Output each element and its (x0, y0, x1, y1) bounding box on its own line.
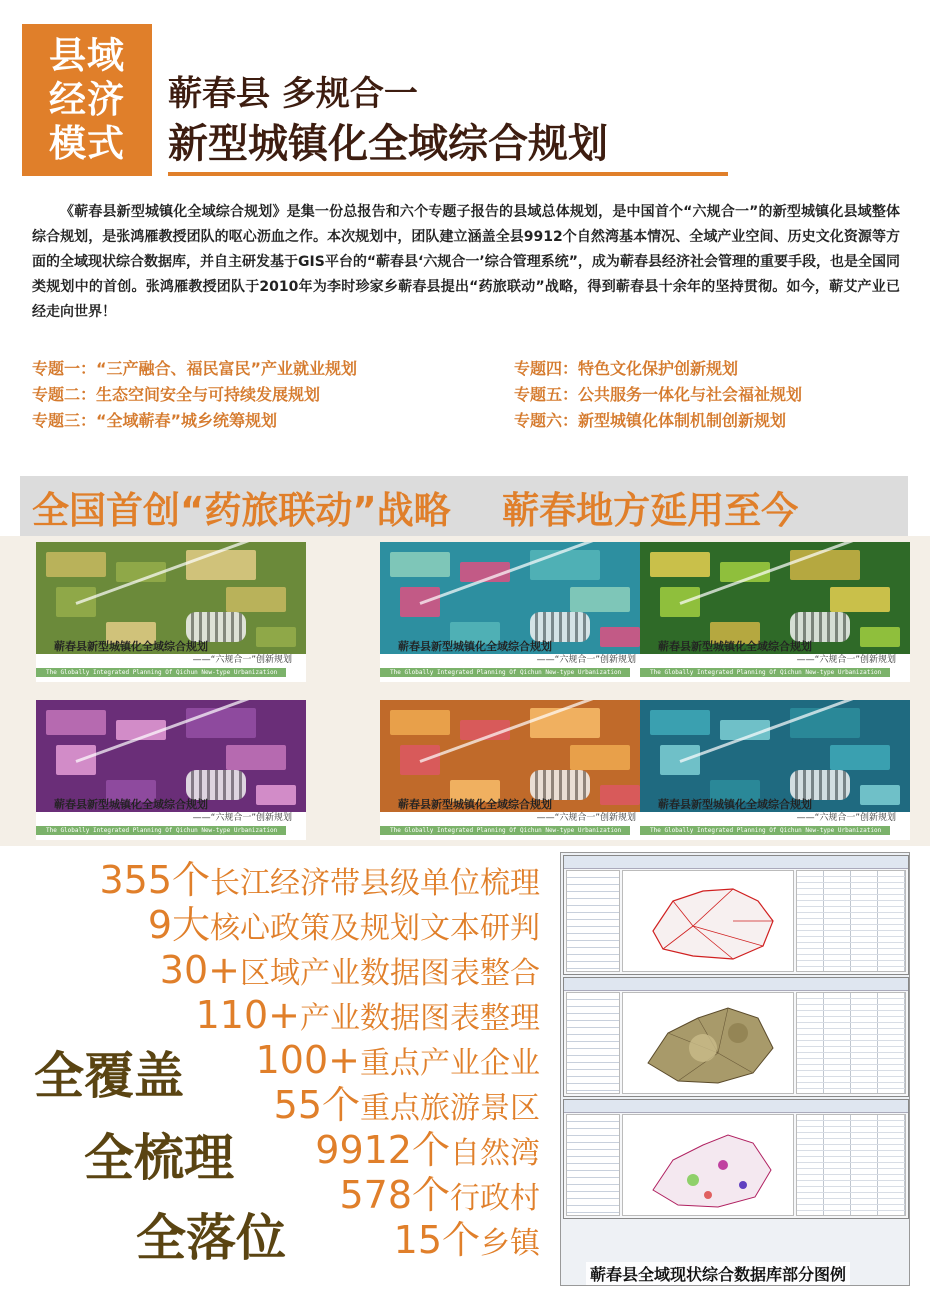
plan-cover-tile (36, 542, 306, 682)
stat-label: 行政村 (450, 1181, 540, 1216)
stat-row (60, 858, 540, 903)
stat-number: 100+ (255, 1038, 360, 1082)
layer-tree (566, 870, 620, 972)
topic-item: 专题一：“三产融合、福民富民”产业就业规划 (32, 359, 358, 378)
topic-item: 专题三：“全域蕲春”城乡统筹规划 (32, 411, 278, 430)
screenshots-caption: 蕲春县全域现状综合数据库部分图例 (586, 1262, 850, 1285)
gis-screenshot (563, 977, 909, 1097)
stat-row (60, 993, 540, 1038)
plan-cover-tile (36, 700, 306, 840)
gis-screenshots (560, 852, 910, 1286)
stat-label: 核心政策及规划文本研判 (210, 911, 540, 946)
slogan-coverage: 全覆盖 (34, 1047, 184, 1105)
stat-label: 自然湾 (450, 1136, 540, 1171)
attribute-table (796, 870, 906, 972)
page-title: 新型城镇化全域综合规划 (168, 121, 608, 167)
tile-caption (640, 798, 910, 840)
stat-number: 9大 (147, 903, 210, 947)
topics-right (514, 356, 802, 434)
tile-caption (36, 798, 306, 840)
stat-row (60, 903, 540, 948)
tile-caption-english: The Globally Integrated Planning Of Qichun New-type Urbanization (36, 668, 286, 677)
tile-caption-title: 蕲春县新型城镇化全域综合规划 (398, 640, 552, 653)
layer-tree (566, 992, 620, 1094)
topic-item: 专题六：新型城镇化体制机制创新规划 (514, 411, 787, 430)
tile-caption-english: The Globally Integrated Planning Of Qichun New-type Urbanization (380, 826, 630, 835)
tile-caption-subtitle: ——“六规合一”创新规划 (536, 655, 636, 665)
stat-label: 区域产业数据图表整合 (240, 956, 540, 991)
tile-caption-title: 蕲春县新型城镇化全域综合规划 (54, 798, 208, 811)
tile-caption-subtitle: ——“六规合一”创新规划 (796, 813, 896, 823)
plan-cover-tile (640, 700, 910, 840)
region-tag (22, 24, 152, 176)
stat-row (60, 948, 540, 993)
tile-caption-title: 蕲春县新型城镇化全域综合规划 (54, 640, 208, 653)
tile-caption (380, 798, 650, 840)
plan-cover-tile (380, 700, 650, 840)
tile-caption-title: 蕲春县新型城镇化全域综合规划 (398, 798, 552, 811)
stat-label: 乡镇 (480, 1226, 540, 1261)
tile-caption-title: 蕲春县新型城镇化全域综合规划 (658, 640, 812, 653)
stat-number: 578个 (339, 1173, 450, 1217)
menu-bar (564, 978, 908, 991)
region-tag-text: 县域经济模式 (49, 34, 125, 165)
gis-screenshot (563, 1099, 909, 1219)
stat-number: 110+ (195, 993, 300, 1037)
plan-cover-tile (640, 542, 910, 682)
tile-caption-english: The Globally Integrated Planning Of Qichun New-type Urbanization (640, 668, 890, 677)
tile-caption-subtitle: ——“六规合一”创新规划 (796, 655, 896, 665)
attribute-table (796, 1114, 906, 1216)
attribute-table (796, 992, 906, 1094)
stat-label: 产业数据图表整理 (300, 1001, 540, 1036)
stat-number: 55个 (273, 1083, 360, 1127)
menu-bar (564, 1100, 908, 1113)
stat-number: 30+ (159, 948, 240, 992)
tile-caption-title: 蕲春县新型城镇化全域综合规划 (658, 798, 812, 811)
stat-row (60, 1218, 540, 1263)
district-map (622, 870, 794, 972)
stat-label: 重点产业企业 (360, 1046, 540, 1081)
plan-cover-tile (380, 542, 650, 682)
tile-caption (640, 640, 910, 682)
tile-caption-english: The Globally Integrated Planning Of Qichun New-type Urbanization (36, 826, 286, 835)
topics-left (32, 356, 357, 434)
topic-item: 专题四：特色文化保护创新规划 (514, 359, 739, 378)
district-map (622, 1114, 794, 1216)
slogan-placement: 全落位 (136, 1209, 286, 1267)
stat-label: 长江经济带县级单位梳理 (210, 866, 540, 901)
intro-paragraph: 《蕲春县新型城镇化全域综合规划》是集一份总报告和六个专题子报告的县域总体规划，是中国首个“六规合一”的新型城镇化县域整体综合规划，是张鸿雁教授团队的呕心沥血之作。本次规划中，团队建立涵盖全县9912个自然湾基本情况、全域产业空间、历史文化资源等方面的全域现状综合数据库，并自主研发基于GIS平台的“蕲春县‘六规合一’综合管理系统”，成为蕲春县经济社会管理的重要手段，也是全国同类规划中的首创。张鸿雁教授团队于2010年为李时珍家乡蕲春县提出“药旅联动”战略，得到蕲春县十余年的坚持贯彻。如今，蕲艾产业已经走向世界！ (32, 204, 900, 320)
gis-screenshot (563, 855, 909, 975)
stat-number: 9912个 (315, 1128, 450, 1172)
tile-caption-english: The Globally Integrated Planning Of Qichun New-type Urbanization (380, 668, 630, 677)
tile-caption-subtitle: ——“六规合一”创新规划 (536, 813, 636, 823)
stat-number: 355个 (99, 858, 210, 902)
layer-tree (566, 1114, 620, 1216)
banner-heading: 全国首创“药旅联动”战略 蕲春地方延用至今 (32, 489, 799, 532)
topic-item: 专题五：公共服务一体化与社会福祉规划 (514, 385, 803, 404)
slogan-review: 全梳理 (84, 1129, 234, 1187)
stat-number: 15个 (393, 1218, 480, 1262)
menu-bar (564, 856, 908, 869)
tile-caption-english: The Globally Integrated Planning Of Qichun New-type Urbanization (640, 826, 890, 835)
tile-caption-subtitle: ——“六规合一”创新规划 (192, 813, 292, 823)
title-line1: 蕲春县 多规合一 (168, 74, 418, 114)
tile-caption-subtitle: ——“六规合一”创新规划 (192, 655, 292, 665)
tile-caption (36, 640, 306, 682)
stat-label: 重点旅游景区 (360, 1091, 540, 1126)
tile-caption (380, 640, 650, 682)
district-map (622, 992, 794, 1094)
topic-item: 专题二：生态空间安全与可持续发展规划 (32, 385, 321, 404)
title-divider (168, 172, 728, 176)
